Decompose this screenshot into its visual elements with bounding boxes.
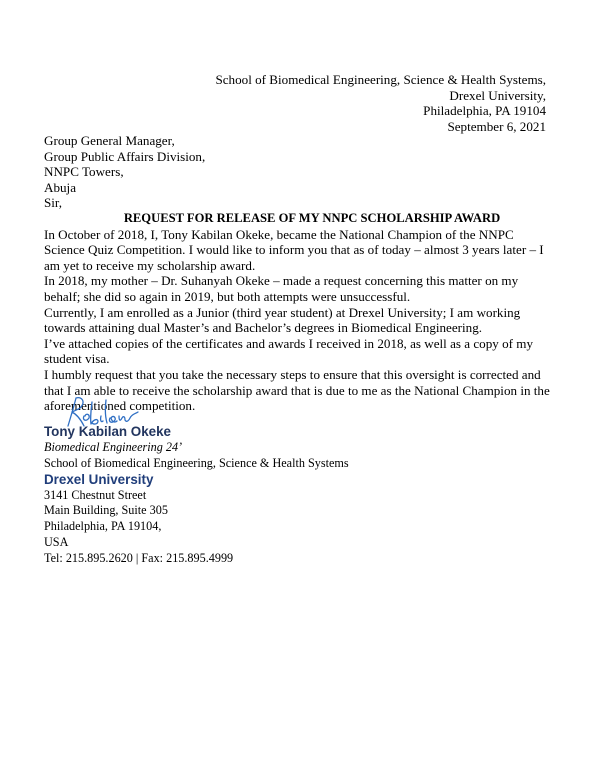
paragraph-line: In 2018, my mother – Dr. Suhanyah Okeke – made a request concerning this matter on my bbox=[44, 273, 519, 289]
paragraph bbox=[44, 305, 574, 336]
paragraph-line: that I am able to receive the scholarship award that is due to me as the National Champion in the bbox=[44, 382, 550, 398]
paragraph-line: am yet to receive my scholarship award. bbox=[44, 257, 256, 273]
recipient-line: Group Public Affairs Division, bbox=[44, 148, 206, 164]
address-building: Main Building, Suite 305 bbox=[44, 503, 168, 518]
address-street: 3141 Chestnut Street bbox=[44, 487, 147, 502]
signatory-name: Tony Kabilan Okeke bbox=[44, 424, 172, 439]
paragraph-line: Currently, I am enrolled as a Junior (third year student) at Drexel University; I am working bbox=[44, 304, 521, 320]
paragraph bbox=[44, 227, 574, 274]
paragraph-line: I’ve attached copies of the certificates and awards I received in 2018, as well as a copy of my bbox=[44, 335, 533, 351]
address-city: Philadelphia, PA 19104, bbox=[44, 519, 162, 534]
signatory-title: Biomedical Engineering 24’ bbox=[44, 440, 183, 454]
sender-address-line: Philadelphia, PA 19104 bbox=[423, 103, 546, 119]
letter-body bbox=[44, 133, 574, 414]
paragraph-line: towards attaining dual Master’s and Bachelor’s degrees in Biomedical Engineering. bbox=[44, 320, 483, 336]
salutation: Sir, bbox=[44, 195, 63, 211]
paragraph-line: In October of 2018, I, Tony Kabilan Okeke, became the National Champion of the NNPC bbox=[44, 226, 514, 242]
paragraph-line: behalf; she did so again in 2019, but both attempts were unsuccessful. bbox=[44, 288, 411, 304]
paragraph bbox=[44, 273, 574, 304]
contact-phone-fax: Tel: 215.895.2620 | Fax: 215.895.4999 bbox=[44, 550, 234, 565]
recipient-address bbox=[44, 133, 574, 195]
paragraph bbox=[44, 336, 574, 367]
recipient-line: NNPC Towers, bbox=[44, 164, 124, 180]
sender-address-line: Drexel University, bbox=[449, 87, 546, 103]
paragraph-line: I humbly request that you take the necessary steps to ensure that this oversight is corrected and bbox=[44, 366, 541, 382]
subject-heading: REQUEST FOR RELEASE OF MY NNPC SCHOLARSHIP AWARD bbox=[123, 210, 501, 225]
sender-address bbox=[215, 72, 546, 134]
paragraph-line: Science Quiz Competition. I would like to inform you that as of today – almost 3 years later – I bbox=[44, 242, 544, 258]
address-country: USA bbox=[44, 534, 69, 549]
signatory-university: Drexel University bbox=[44, 471, 154, 487]
signature-block bbox=[44, 424, 444, 567]
letter-date: September 6, 2021 bbox=[447, 118, 546, 134]
recipient-line: Group General Manager, bbox=[44, 133, 175, 148]
paragraph-line: aforementioned competition. bbox=[44, 398, 196, 414]
sender-address-line: School of Biomedical Engineering, Science & Health Systems, bbox=[215, 72, 546, 87]
recipient-line: Abuja bbox=[44, 179, 76, 195]
paragraph-line: student visa. bbox=[44, 351, 110, 367]
signatory-school: School of Biomedical Engineering, Science & Health Systems bbox=[44, 455, 349, 470]
